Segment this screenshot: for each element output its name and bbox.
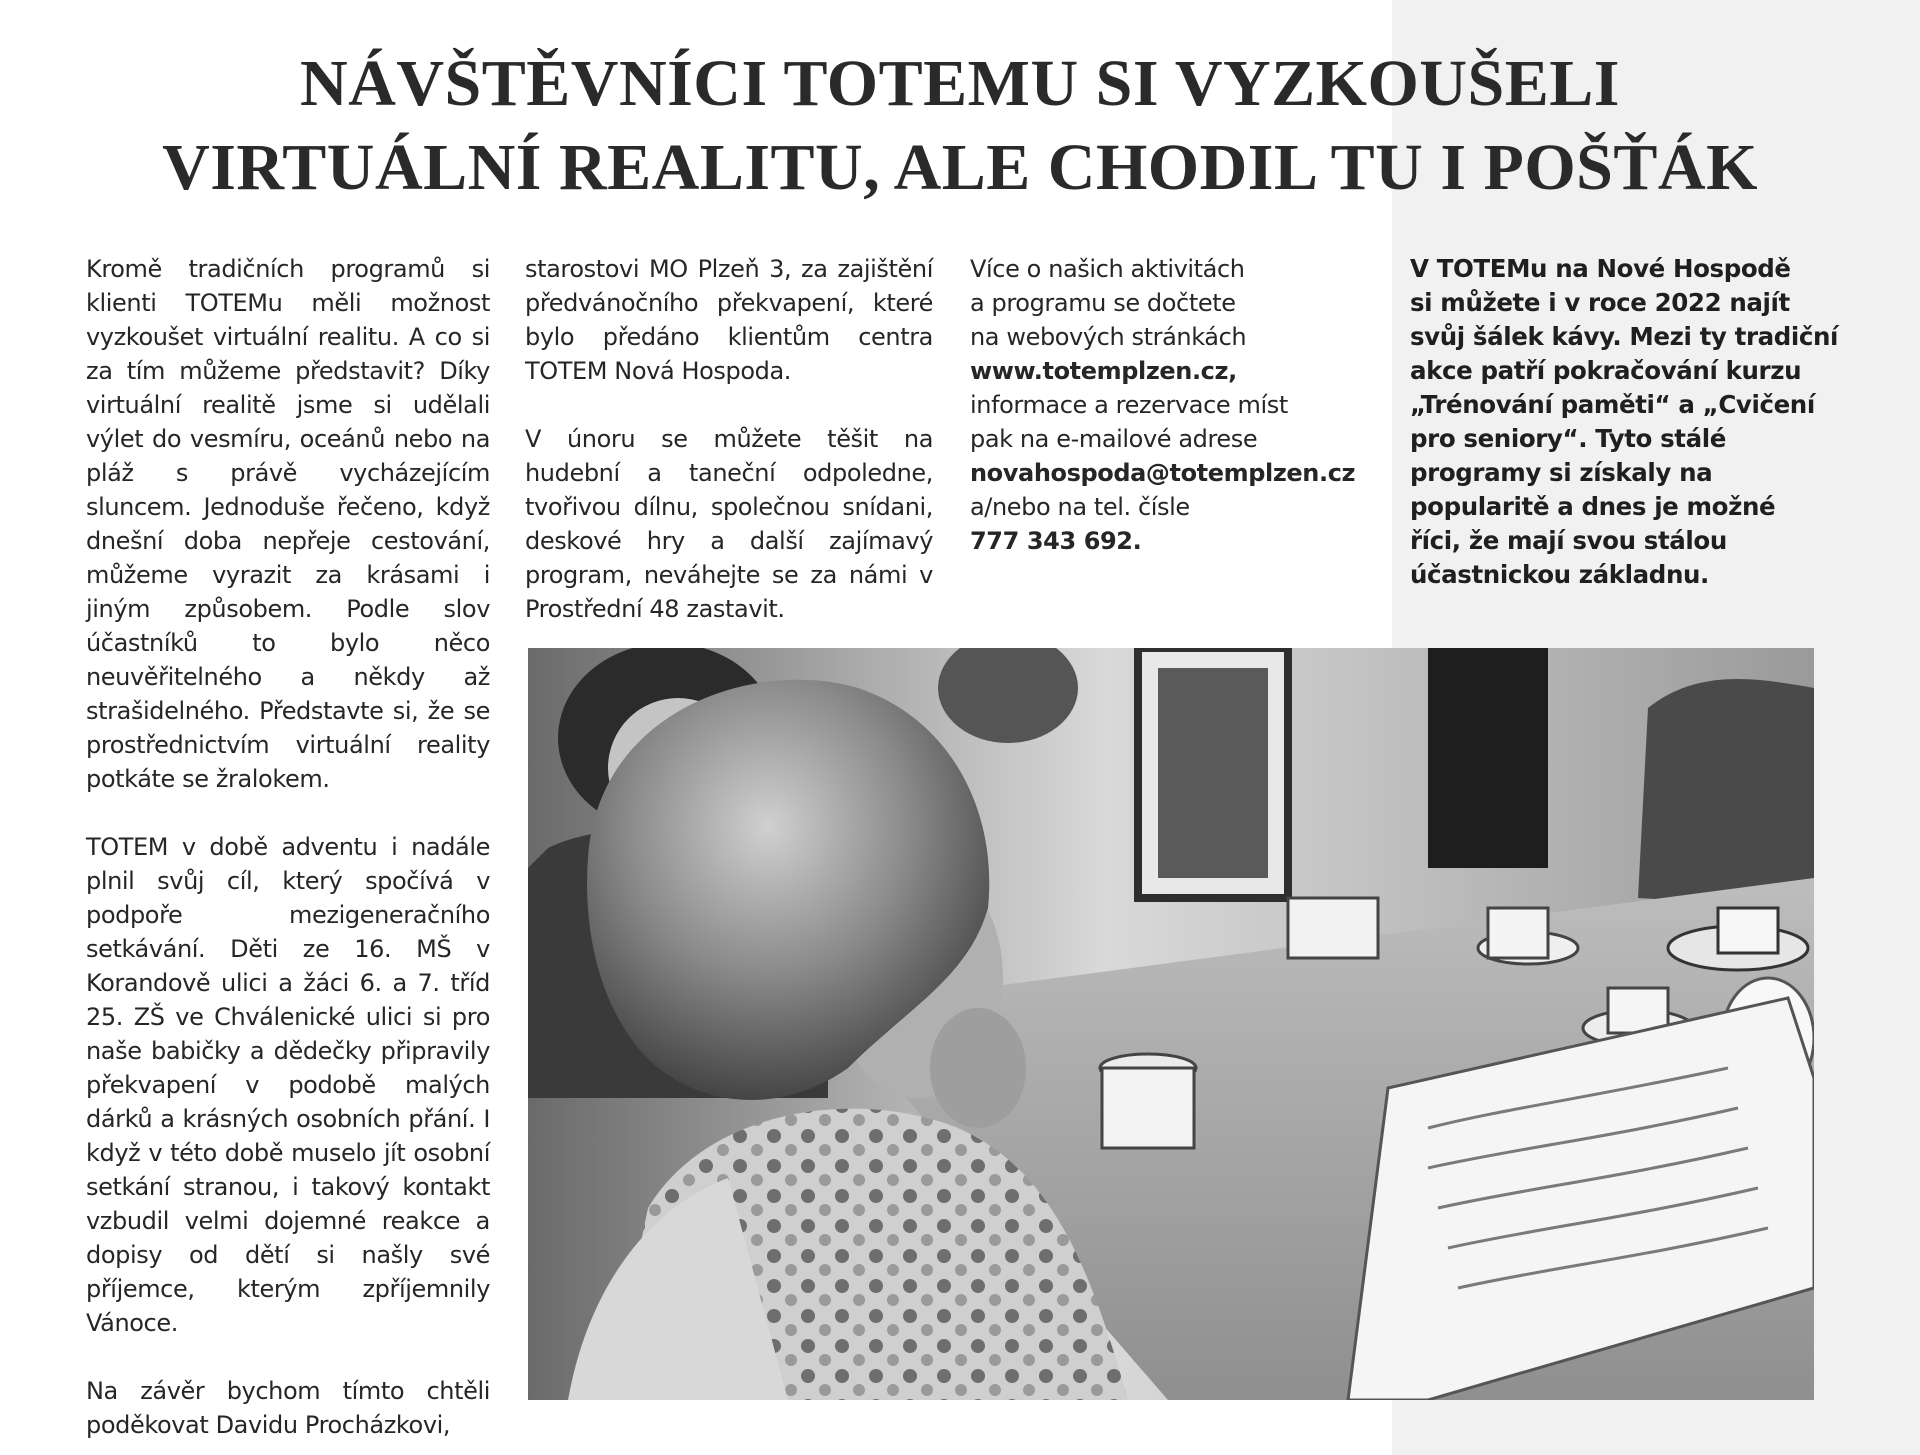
sidebar-line-5: „Trénování paměti“ a „Cvičení bbox=[1410, 390, 1815, 419]
paragraph-gap bbox=[86, 796, 490, 830]
sidebar-line-7: programy si získaly na bbox=[1410, 458, 1713, 487]
contact-column bbox=[970, 252, 1370, 558]
sidebar-box bbox=[1410, 252, 1880, 592]
contact-line-6: pak na e-mailové adrese bbox=[970, 425, 1258, 453]
column1-paragraph-2: TOTEM v době adventu i nadále plnil svůj cíl, který spočívá v podpoře mezigeneračního setkávání. Děti ze 16. MŠ v Korandově ulici a žáci 6. a 7. tříd 25. ZŠ ve Chválenické ulici si pro naše babičky a dědečky připravily překvapení v podobě malých dárků a krásných osobních přání. I když v této době muselo jít osobní setkání stranou, i takový kontakt vzbudil velmi dojemné reakce a dopisy od dětí si našly své příjemce, kterým zpříjemnily Vánoce. bbox=[86, 833, 490, 1337]
article-photo bbox=[528, 648, 1814, 1400]
photo-illustration bbox=[528, 648, 1814, 1400]
contact-line-1: Více o našich aktivitách bbox=[970, 255, 1245, 283]
paragraph-gap bbox=[525, 388, 933, 422]
email-link[interactable]: novahospoda@totemplzen.cz bbox=[970, 459, 1356, 487]
sidebar-line-1: V TOTEMu na Nové Hospodě bbox=[1410, 254, 1791, 283]
sidebar-line-8: popularitě a dnes je možné bbox=[1410, 492, 1776, 521]
headline-line-2: VIRTUÁLNÍ REALITU, ALE CHODIL TU I POŠŤÁK bbox=[162, 131, 1758, 204]
website-link[interactable]: www.totemplzen.cz, bbox=[970, 357, 1237, 385]
sidebar-line-6: pro seniory“. Tyto stálé bbox=[1410, 424, 1726, 453]
sidebar-line-2: si můžete i v roce 2022 najít bbox=[1410, 288, 1790, 317]
contact-line-2: a programu se dočtete bbox=[970, 289, 1236, 317]
article-headline bbox=[60, 42, 1860, 210]
column1-paragraph-1: Kromě tradičních programů si klienti TOTEMu měli možnost vyzkoušet virtuální realitu. A co si za tím můžeme představit? Díky virtuální realitě jsme si udělali výlet do vesmíru, oceánů nebo na pláž s právě vycházejícím sluncem. Jednoduše řečeno, když dnešní doba nepřeje cestování, můžeme vyrazit za krásami i jiným způsobem. Podle slov účastníků to bylo něco neuvěřitelného a někdy až strašidelného. Představte si, že se prostřednictvím virtuální reality potkáte se žralokem. bbox=[86, 255, 490, 793]
sidebar-line-10: účastnickou základnu. bbox=[1410, 560, 1709, 589]
headline-line-1: NÁVŠTĚVNÍCI TOTEMU SI VYZKOUŠELI bbox=[300, 47, 1620, 120]
sidebar-line-9: říci, že mají svou stálou bbox=[1410, 526, 1727, 555]
phone-number: 777 343 692. bbox=[970, 527, 1142, 555]
contact-line-3: na webových stránkách bbox=[970, 323, 1247, 351]
paragraph-gap bbox=[86, 1340, 490, 1374]
article-column-2 bbox=[525, 252, 933, 626]
column2-paragraph-2: V únoru se můžete těšit na hudební a taneční odpoledne, tvořivou dílnu, společnou snídani, deskové hry a další zajímavý program, neváhejte se za námi v Prostřední 48 zastavit. bbox=[525, 425, 933, 623]
contact-line-5: informace a rezervace míst bbox=[970, 391, 1288, 419]
sidebar-line-3: svůj šálek kávy. Mezi ty tradiční bbox=[1410, 322, 1839, 351]
article-column-1 bbox=[86, 252, 490, 1442]
column2-paragraph-1: starostovi MO Plzeň 3, za zajištění předvánočního překvapení, které bylo předáno klientům centra TOTEM Nová Hospoda. bbox=[525, 255, 933, 385]
sidebar-line-4: akce patří pokračování kurzu bbox=[1410, 356, 1802, 385]
column1-paragraph-3: Na závěr bychom tímto chtěli poděkovat Davidu Procházkovi, bbox=[86, 1377, 490, 1439]
contact-line-8: a/nebo na tel. čísle bbox=[970, 493, 1190, 521]
